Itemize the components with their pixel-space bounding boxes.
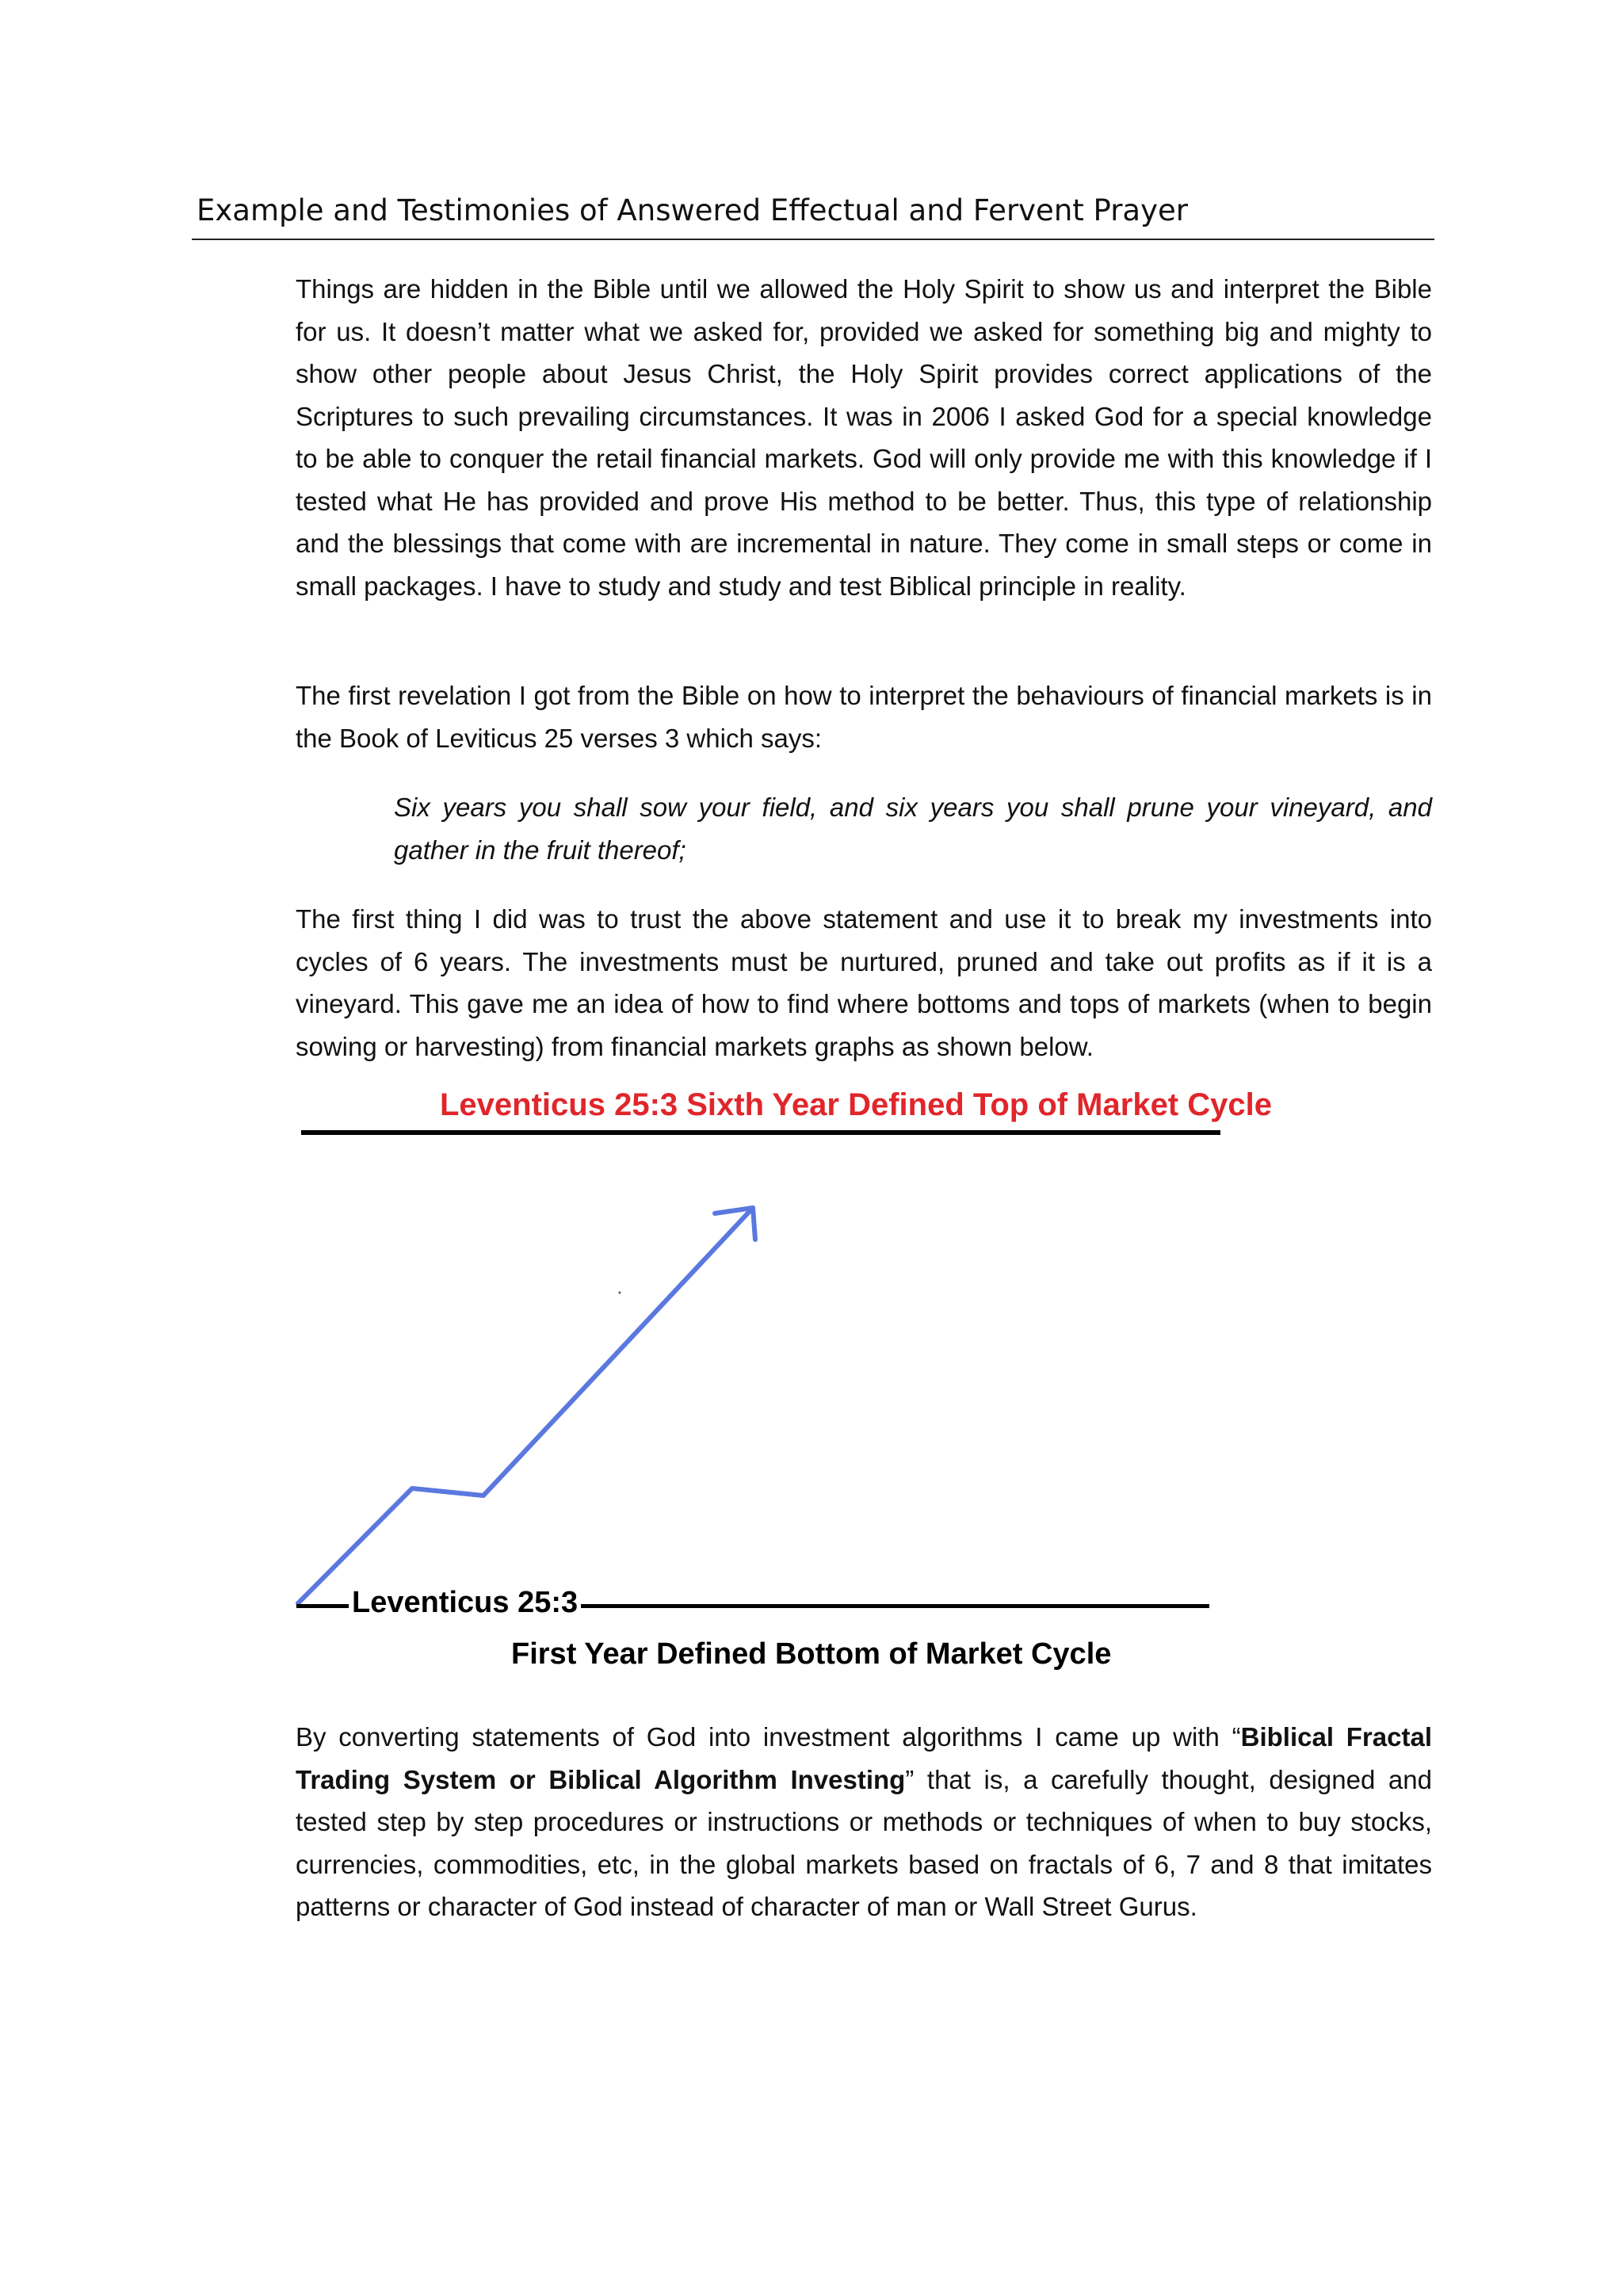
figure-bottom-label: Leventicus 25:3 xyxy=(349,1586,581,1620)
header-divider xyxy=(192,239,1434,240)
figure-bottom-caption: First Year Defined Bottom of Market Cycle xyxy=(511,1637,1112,1671)
paragraph-4-emphasis: Biblical Fractal Trading System or Biblical Algorithm Investing xyxy=(296,1722,1432,1794)
paragraph-4-tail: ” that is, a carefully thought, designed and tested step by step procedures or instructions or methods or techniques of when to buy stocks, currencies, commodities, etc, in the global markets based on fractals of 6, 7 and 8 that imitates patterns or character of God instead of character of man or Wall Street Gurus. xyxy=(296,1764,1432,1921)
arrow-line xyxy=(298,1208,753,1603)
scripture-quote: Six years you shall sow your field, and six years you shall prune your vineyard, and gather in the fruit thereof; xyxy=(394,793,1432,865)
stray-dot xyxy=(619,1292,621,1294)
paragraph-3: The first thing I did was to trust the above statement and use it to break my investments into cycles of 6 years. The investments must be nurtured, pruned and take out profits as if it is a vineyard. This gave me an idea of how to find where bottoms and tops of markets (when to begin sowing or harvesting) from financial markets graphs as shown below. xyxy=(296,904,1432,1061)
paragraph-4-lead: By converting statements of God into investment algorithms I came up with “ xyxy=(296,1722,1241,1752)
paragraph-1: Things are hidden in the Bible until we allowed the Holy Spirit to show us and interpret the Bible for us. It doesn’t matter what we asked for, provided we asked for something big and mighty to show other people about Jesus Christ, the Holy Spirit provides correct applications of the Scriptures to such prevailing circumstances. It was in 2006 I asked God for a special knowledge to be able to conquer the retail financial markets. God will only provide me with this knowledge if I tested what He has provided and prove His method to be better. Thus, this type of relationship and the blessings that come with are incremental in nature. They come in small steps or come in small packages. I have to study and study and test Biblical principle in reality. xyxy=(296,274,1432,601)
market-cycle-figure xyxy=(293,1078,1316,1696)
paragraph-2: The first revelation I got from the Bible on how to interpret the behaviours of financial markets is in the Book of Leviticus 25 verses 3 which says: xyxy=(296,681,1432,753)
page-header-title: Example and Testimonies of Answered Effectual and Fervent Prayer xyxy=(197,193,1188,227)
paragraph-4 xyxy=(296,1716,1432,1928)
figure-top-title: Leventicus 25:3 Sixth Year Defined Top of Market Cycle xyxy=(440,1087,1272,1122)
